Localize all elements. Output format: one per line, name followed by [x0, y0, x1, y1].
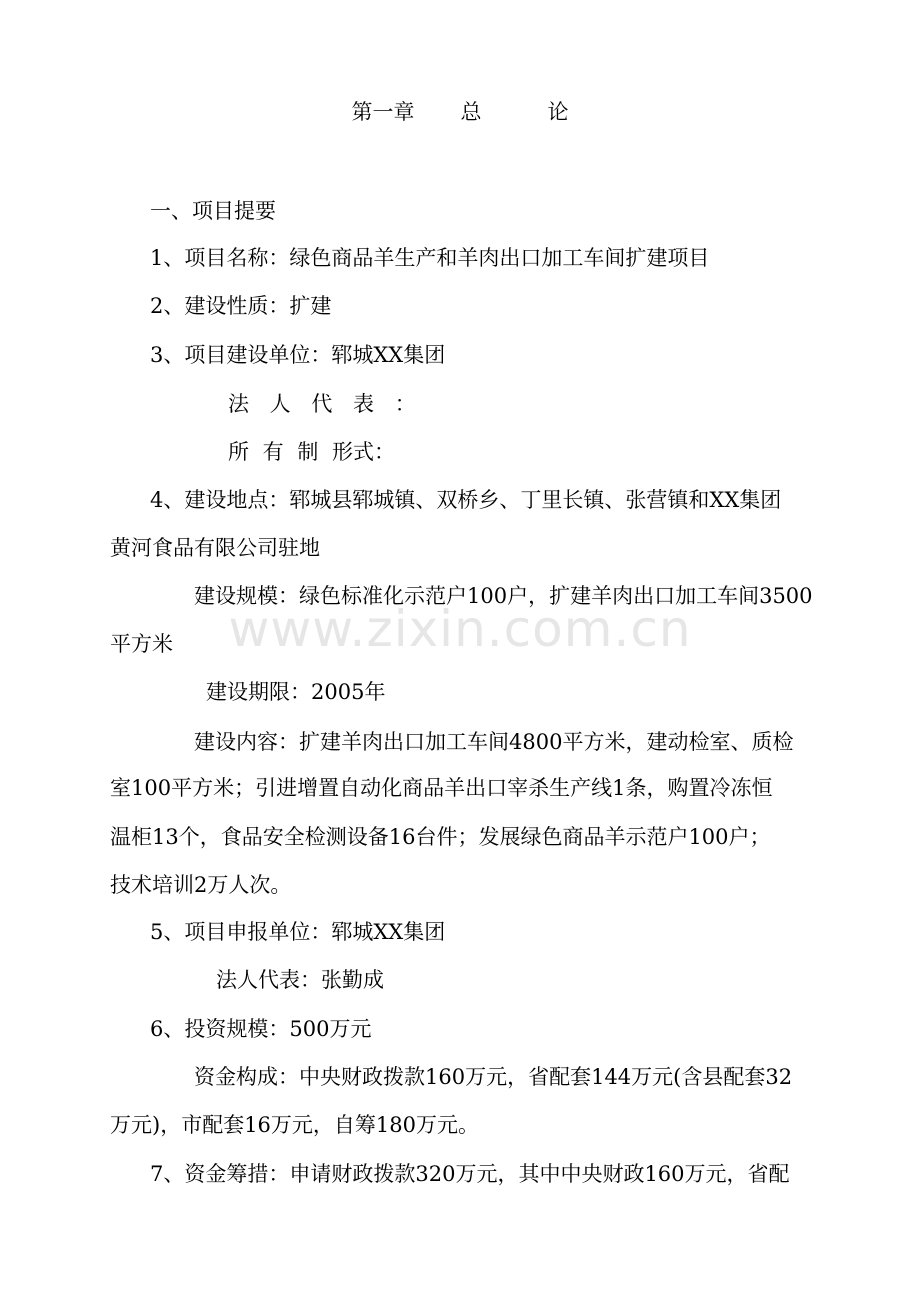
- item-construction-nature: 2、建设性质：扩建: [150, 294, 332, 318]
- chapter-title: [0, 98, 920, 126]
- item-construction-location-cont: 黄河食品有限公司驻地: [110, 536, 320, 560]
- item-construction-scale: 建设规模：绿色标准化示范户100户，扩建羊肉出口加工车间3500: [194, 584, 813, 608]
- item-construction-unit: 3、项目建设单位：郓城XX集团: [150, 343, 446, 367]
- item-investment-scale: 6、投资规模：500万元: [150, 1017, 372, 1041]
- item-construction-period: 建设期限：2005年: [206, 680, 386, 704]
- item-fund-raising: 7、资金筹措：申请财政拨款320万元，其中中央财政160万元，省配: [150, 1162, 790, 1186]
- item-fund-composition-cont: 万元)，市配套16万元，自筹180万元。: [110, 1113, 479, 1137]
- item-applicant-legal-representative: 法人代表：张勤成: [216, 968, 384, 992]
- item-construction-content-cont-3: 技术培训2万人次。: [110, 873, 292, 897]
- item-legal-representative-label: 法 人 代 表 ：: [228, 392, 419, 416]
- item-construction-scale-cont: 平方米: [110, 632, 173, 656]
- chapter-title-number: 第一章: [351, 100, 415, 124]
- chapter-title-word-2: 论: [547, 100, 569, 124]
- item-fund-composition: 资金构成：中央财政拨款160万元，省配套144万元(含县配套32: [194, 1065, 793, 1089]
- item-construction-content-cont-2: 温柜13个，食品安全检测设备16台件；发展绿色商品羊示范户100户；: [110, 825, 771, 849]
- watermark: www.zixin.com.cn: [228, 600, 692, 658]
- item-project-name: 1、项目名称：绿色商品羊生产和羊肉出口加工车间扩建项目: [150, 246, 710, 270]
- item-construction-content-cont-1: 室100平方米；引进增置自动化商品羊出口宰杀生产线1条，购置冷冻恒: [110, 776, 773, 800]
- item-applicant-unit: 5、项目申报单位：郓城XX集团: [150, 920, 446, 944]
- item-construction-content: 建设内容：扩建羊肉出口加工车间4800平方米，建动检室、质检: [194, 730, 794, 754]
- chapter-title-word-1: 总: [460, 100, 482, 124]
- item-construction-location: 4、建设地点：郓城县郓城镇、双桥乡、丁里长镇、张营镇和XX集团: [150, 488, 782, 512]
- section-heading-project-summary: 一、项目提要: [150, 199, 276, 223]
- item-ownership-form-label: 所 有 制 形式：: [228, 440, 396, 464]
